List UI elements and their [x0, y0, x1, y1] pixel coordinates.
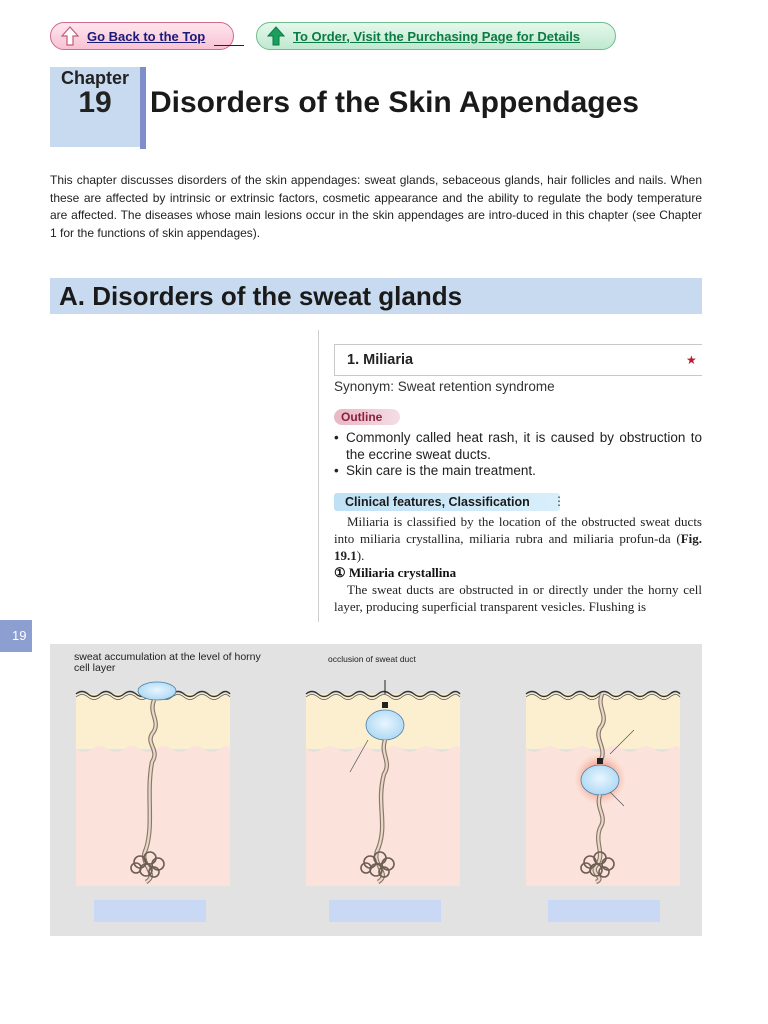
figure-annotation: occlusion of sweat duct — [328, 654, 416, 664]
dotted-marker: ⋮ — [553, 494, 565, 508]
list-item — [334, 430, 702, 463]
panel-miliaria-profunda — [526, 692, 680, 923]
panel-miliaria-crystallina — [76, 682, 230, 922]
section-heading: A. Disorders of the sweat glands — [50, 278, 702, 314]
subheading: ① Miliaria crystallina — [334, 565, 457, 580]
go-back-to-top-button[interactable] — [50, 22, 234, 50]
figure-19-1 — [50, 644, 702, 936]
chapter-intro: This chapter discusses disorders of the skin appendages: sweat glands, sebaceous glands, hair follicles and nails. When these are affected by intrinsic or extrinsic factors, cosmetic appearance and the ability to regulate the body temperature are affected. The diseases whose main lesions occur in the skin appendages are intro-duced in this chapter (see Chapter 1 for the functions of skin appendages). — [50, 173, 702, 240]
outline-list — [334, 430, 702, 480]
list-item-text: Skin care is the main treatment. — [346, 463, 536, 478]
go-back-to-top-label: Go Back to the Top — [87, 28, 206, 44]
disease-title: 1. Miliaria — [334, 344, 702, 376]
bullet-icon: • — [334, 463, 339, 478]
nav-underline — [214, 45, 244, 46]
sweat-gland-illustration — [50, 644, 702, 936]
synonym: Synonym: Sweat retention syndrome — [334, 379, 555, 394]
up-arrow-icon — [265, 25, 287, 47]
clinical-paragraph — [334, 514, 702, 564]
purchasing-page-button[interactable] — [256, 22, 616, 50]
chapter-number: 19 — [78, 86, 112, 119]
bullet-icon: • — [334, 430, 339, 445]
clinical-features-label: Clinical features, Classification — [334, 493, 560, 511]
chapter-accent-bar — [140, 67, 146, 149]
star-icon: ★ — [686, 353, 697, 367]
column-divider — [318, 330, 319, 622]
panel-miliaria-rubra — [306, 680, 460, 922]
subheading-text: The sweat ducts are obstructed in or directly under the horny cell layer, producing superficial transparent vesicles. Flushing is — [334, 582, 702, 614]
purchasing-page-label: To Order, Visit the Purchasing Page for Details — [293, 28, 581, 44]
up-arrow-icon — [59, 25, 81, 47]
page-tab: 19 — [0, 620, 32, 652]
clinical-text: Miliaria is classified by the location of the obstructed sweat ducts into miliaria crystallina, miliaria rubra and miliaria profun-da ( — [334, 514, 702, 546]
chapter-word: Chapter — [60, 68, 129, 88]
list-item — [334, 463, 702, 480]
figure-reference-link[interactable]: Fig. 19.1 — [334, 530, 702, 563]
clinical-text-end: ). — [356, 547, 365, 563]
outline-label: Outline — [334, 409, 400, 425]
chapter-title: Disorders of the Skin Appendages — [150, 86, 639, 119]
list-item-text: Commonly called heat rash, it is caused by obstruction to the eccrine sweat ducts. — [346, 430, 702, 462]
subheading-paragraph — [334, 582, 702, 616]
figure-annotation: sweat accumulation at the level of horny cell layer — [74, 651, 261, 674]
